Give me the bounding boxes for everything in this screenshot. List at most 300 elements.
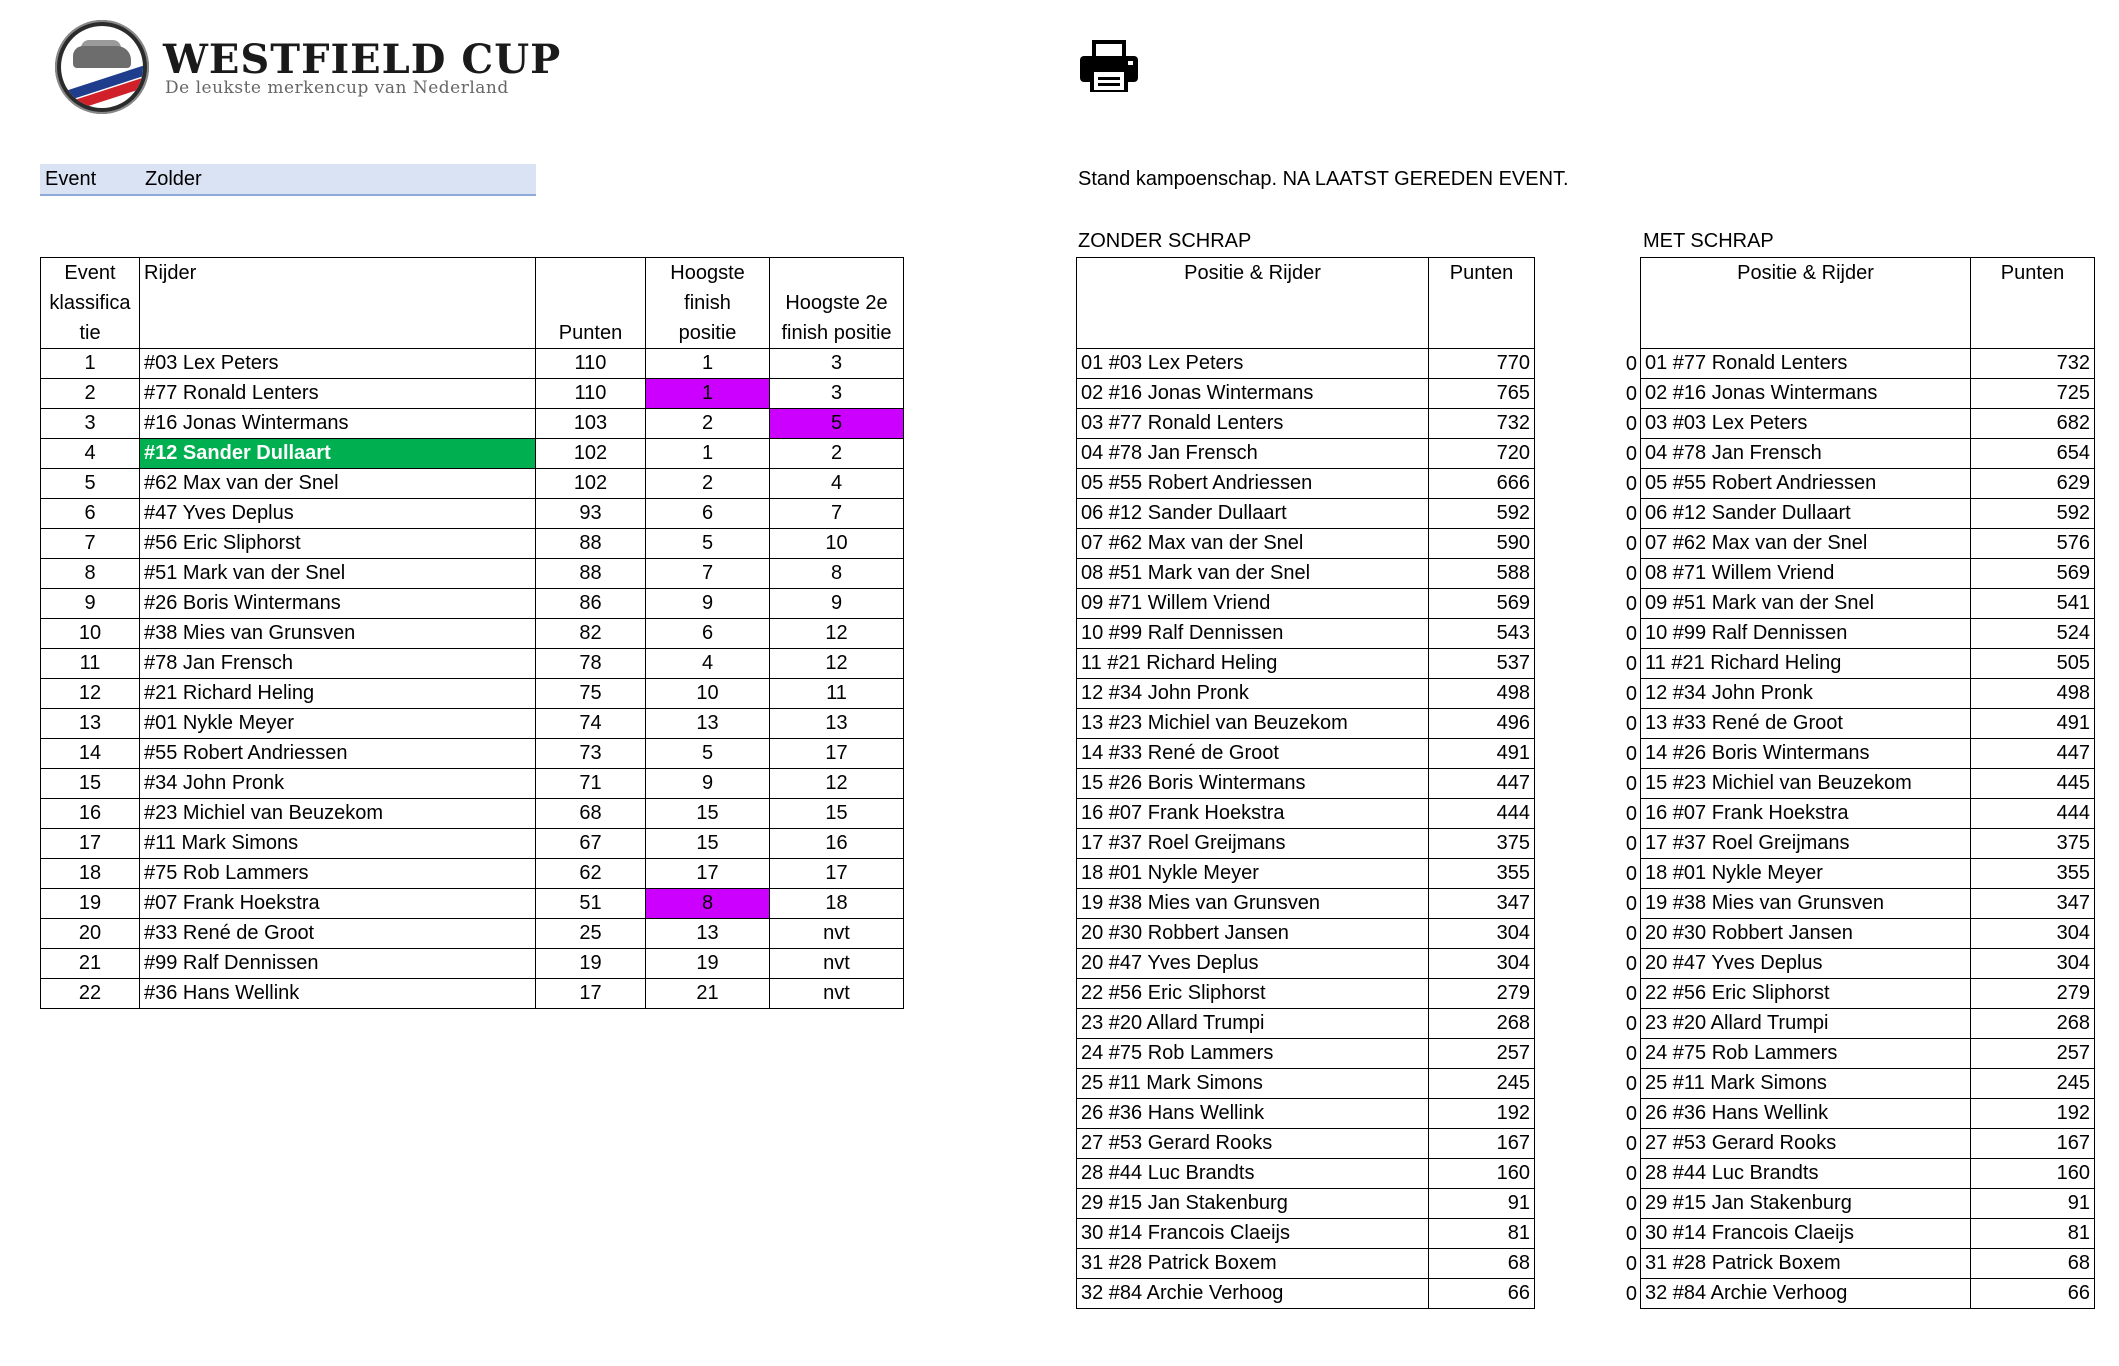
hoogste-cell: 9 — [646, 769, 770, 799]
punten-cell: 654 — [1971, 439, 2095, 469]
table-row — [41, 379, 904, 409]
table-row — [1641, 979, 2095, 1009]
table-row — [1077, 469, 1535, 499]
positie-rijder-cell: 12 #34 John Pronk — [1641, 679, 1971, 709]
punten-cell: 355 — [1971, 859, 2095, 889]
positie-rijder-cell: 06 #12 Sander Dullaart — [1077, 499, 1429, 529]
table-row — [1641, 1159, 2095, 1189]
punten-cell: 537 — [1429, 649, 1535, 679]
schrap-zero: 0 — [1625, 652, 1637, 675]
hoogste-2e-cell: 17 — [770, 739, 904, 769]
positie-rijder-cell: 01 #03 Lex Peters — [1077, 349, 1429, 379]
positie-rijder-cell: 19 #38 Mies van Grunsven — [1641, 889, 1971, 919]
hoogste-2e-cell: 16 — [770, 829, 904, 859]
schrap-zero: 0 — [1625, 1102, 1637, 1125]
positie-rijder-cell: 06 #12 Sander Dullaart — [1641, 499, 1971, 529]
hoogste-cell: 1 — [646, 439, 770, 469]
positie-rijder-cell: 20 #47 Yves Deplus — [1641, 949, 1971, 979]
positie-rijder-cell: 32 #84 Archie Verhoog — [1641, 1279, 1971, 1309]
punten-cell: 102 — [536, 469, 646, 499]
rijder-cell: #12 Sander Dullaart — [140, 439, 536, 469]
rijder-cell: #56 Eric Sliphorst — [140, 529, 536, 559]
positie-rijder-cell: 07 #62 Max van der Snel — [1641, 529, 1971, 559]
punten-cell: 666 — [1429, 469, 1535, 499]
rijder-cell: #55 Robert Andriessen — [140, 739, 536, 769]
table-row — [1641, 1039, 2095, 1069]
table-row — [1641, 439, 2095, 469]
hoogste-2e-cell: nvt — [770, 919, 904, 949]
hoogste-cell: 15 — [646, 799, 770, 829]
hoogste-2e-cell: 18 — [770, 889, 904, 919]
positie-rijder-cell: 22 #56 Eric Sliphorst — [1077, 979, 1429, 1009]
table-row — [1641, 799, 2095, 829]
punten-cell: 543 — [1429, 619, 1535, 649]
schrap-zero: 0 — [1625, 532, 1637, 555]
positie-rijder-cell: 13 #33 René de Groot — [1641, 709, 1971, 739]
schrap-zero: 0 — [1625, 1042, 1637, 1065]
position-cell: 8 — [41, 559, 140, 589]
table-row — [1641, 469, 2095, 499]
zonder-schrap-table — [1076, 257, 1535, 1309]
table-row — [41, 769, 904, 799]
punten-cell: 68 — [1971, 1249, 2095, 1279]
positie-rijder-cell: 26 #36 Hans Wellink — [1641, 1099, 1971, 1129]
positie-rijder-cell: 09 #51 Mark van der Snel — [1641, 589, 1971, 619]
punten-cell: 304 — [1429, 919, 1535, 949]
punten-cell: 93 — [536, 499, 646, 529]
positie-rijder-cell: 07 #62 Max van der Snel — [1077, 529, 1429, 559]
table-row — [1641, 1099, 2095, 1129]
punten-cell: 590 — [1429, 529, 1535, 559]
punten-cell: 245 — [1971, 1069, 2095, 1099]
punten-cell: 75 — [536, 679, 646, 709]
punten-cell: 167 — [1429, 1129, 1535, 1159]
event-value[interactable]: Zolder — [145, 168, 202, 190]
positie-rijder-cell: 31 #28 Patrick Boxem — [1641, 1249, 1971, 1279]
rijder-cell: #16 Jonas Wintermans — [140, 409, 536, 439]
hoogste-2e-cell: 17 — [770, 859, 904, 889]
position-cell: 12 — [41, 679, 140, 709]
schrap-zero: 0 — [1625, 952, 1637, 975]
positie-rijder-cell: 16 #07 Frank Hoekstra — [1641, 799, 1971, 829]
punten-cell: 588 — [1429, 559, 1535, 589]
hoogste-2e-cell: 8 — [770, 559, 904, 589]
positie-rijder-cell: 23 #20 Allard Trumpi — [1641, 1009, 1971, 1039]
positie-rijder-cell: 09 #71 Willem Vriend — [1077, 589, 1429, 619]
table-row — [41, 499, 904, 529]
positie-rijder-cell: 14 #33 René de Groot — [1077, 739, 1429, 769]
table-row — [1077, 679, 1535, 709]
punten-cell: 569 — [1971, 559, 2095, 589]
punten-cell: 257 — [1971, 1039, 2095, 1069]
rijder-cell: #03 Lex Peters — [140, 349, 536, 379]
table-row — [1077, 1039, 1535, 1069]
schrap-zero: 0 — [1625, 892, 1637, 915]
punten-cell: 629 — [1971, 469, 2095, 499]
positie-rijder-cell: 30 #14 Francois Claeijs — [1077, 1219, 1429, 1249]
positie-rijder-cell: 18 #01 Nykle Meyer — [1077, 859, 1429, 889]
punten-cell: 68 — [1429, 1249, 1535, 1279]
table-row — [1077, 1249, 1535, 1279]
table-row — [1641, 379, 2095, 409]
table-row — [1077, 709, 1535, 739]
hoogste-2e-cell: 10 — [770, 529, 904, 559]
logo-title: WESTFIELD CUP — [163, 36, 562, 83]
punten-cell: 160 — [1971, 1159, 2095, 1189]
schrap-zero: 0 — [1625, 1072, 1637, 1095]
hoogste-2e-cell: 5 — [770, 409, 904, 439]
hoogste-cell: 21 — [646, 979, 770, 1009]
punten-cell: 66 — [1429, 1279, 1535, 1309]
punten-cell: 447 — [1429, 769, 1535, 799]
table-row — [1641, 739, 2095, 769]
position-cell: 7 — [41, 529, 140, 559]
position-cell: 17 — [41, 829, 140, 859]
positie-rijder-cell: 04 #78 Jan Frensch — [1641, 439, 1971, 469]
schrap-zero: 0 — [1625, 592, 1637, 615]
header-hoogste: Hoogste finish positie — [646, 258, 770, 349]
punten-cell: 496 — [1429, 709, 1535, 739]
table-row — [1077, 919, 1535, 949]
position-cell: 11 — [41, 649, 140, 679]
punten-cell: 19 — [536, 949, 646, 979]
positie-rijder-cell: 13 #23 Michiel van Beuzekom — [1077, 709, 1429, 739]
punten-cell: 524 — [1971, 619, 2095, 649]
table-row — [1641, 949, 2095, 979]
table-row — [1641, 709, 2095, 739]
positie-rijder-cell: 27 #53 Gerard Rooks — [1077, 1129, 1429, 1159]
hoogste-cell: 5 — [646, 739, 770, 769]
hoogste-cell: 1 — [646, 379, 770, 409]
schrap-zero: 0 — [1625, 1192, 1637, 1215]
punten-cell: 81 — [1429, 1219, 1535, 1249]
punten-cell: 732 — [1971, 349, 2095, 379]
zonder-schrap-title: ZONDER SCHRAP — [1078, 230, 1252, 252]
hoogste-cell: 19 — [646, 949, 770, 979]
table-row — [1077, 949, 1535, 979]
positie-rijder-cell: 03 #77 Ronald Lenters — [1077, 409, 1429, 439]
hoogste-2e-cell: 12 — [770, 769, 904, 799]
hoogste-2e-cell: nvt — [770, 979, 904, 1009]
punten-cell: 569 — [1429, 589, 1535, 619]
table-row — [1077, 559, 1535, 589]
positie-rijder-cell: 11 #21 Richard Heling — [1641, 649, 1971, 679]
table-row — [1641, 919, 2095, 949]
table-row — [41, 409, 904, 439]
punten-cell: 498 — [1971, 679, 2095, 709]
schrap-zero: 0 — [1625, 802, 1637, 825]
hoogste-2e-cell: 3 — [770, 379, 904, 409]
schrap-zero: 0 — [1625, 982, 1637, 1005]
punten-cell: 68 — [536, 799, 646, 829]
punten-cell: 375 — [1971, 829, 2095, 859]
positie-rijder-cell: 15 #26 Boris Wintermans — [1077, 769, 1429, 799]
punten-cell: 732 — [1429, 409, 1535, 439]
positie-rijder-cell: 04 #78 Jan Frensch — [1077, 439, 1429, 469]
positie-rijder-cell: 28 #44 Luc Brandts — [1077, 1159, 1429, 1189]
position-cell: 9 — [41, 589, 140, 619]
positie-rijder-cell: 26 #36 Hans Wellink — [1077, 1099, 1429, 1129]
table-row — [41, 619, 904, 649]
table-row — [41, 889, 904, 919]
schrap-zero: 0 — [1625, 862, 1637, 885]
table-row — [1641, 349, 2095, 379]
position-cell: 14 — [41, 739, 140, 769]
positie-rijder-cell: 12 #34 John Pronk — [1077, 679, 1429, 709]
rijder-cell: #07 Frank Hoekstra — [140, 889, 536, 919]
punten-cell: 192 — [1971, 1099, 2095, 1129]
met-schrap-table — [1640, 257, 2095, 1309]
table-row — [1641, 649, 2095, 679]
schrap-zero: 0 — [1625, 502, 1637, 525]
positie-rijder-cell: 25 #11 Mark Simons — [1077, 1069, 1429, 1099]
hoogste-2e-cell: 15 — [770, 799, 904, 829]
hoogste-cell: 6 — [646, 619, 770, 649]
punten-cell: 541 — [1971, 589, 2095, 619]
header-klassificatie: Event klassifica tie — [41, 258, 140, 349]
table-row — [1641, 1189, 2095, 1219]
position-cell: 20 — [41, 919, 140, 949]
position-cell: 16 — [41, 799, 140, 829]
table-row — [1641, 559, 2095, 589]
rijder-cell: #01 Nykle Meyer — [140, 709, 536, 739]
punten-cell: 765 — [1429, 379, 1535, 409]
table-row — [1077, 889, 1535, 919]
schrap-zero: 0 — [1625, 382, 1637, 405]
printer-icon[interactable] — [1078, 38, 1140, 94]
position-cell: 6 — [41, 499, 140, 529]
schrap-zero: 0 — [1625, 1132, 1637, 1155]
positie-rijder-cell: 10 #99 Ralf Dennissen — [1077, 619, 1429, 649]
header-positie-rijder: Positie & Rijder — [1641, 258, 1971, 349]
positie-rijder-cell: 17 #37 Roel Greijmans — [1077, 829, 1429, 859]
schrap-zero: 0 — [1625, 742, 1637, 765]
table-row — [1077, 649, 1535, 679]
standings-heading: Stand kampoenschap. NA LAATST GEREDEN EVENT. — [1078, 168, 1569, 190]
table-row — [1077, 1099, 1535, 1129]
table-row — [1077, 829, 1535, 859]
position-cell: 1 — [41, 349, 140, 379]
punten-cell: 268 — [1971, 1009, 2095, 1039]
positie-rijder-cell: 23 #20 Allard Trumpi — [1077, 1009, 1429, 1039]
positie-rijder-cell: 20 #47 Yves Deplus — [1077, 949, 1429, 979]
schrap-zero: 0 — [1625, 562, 1637, 585]
positie-rijder-cell: 14 #26 Boris Wintermans — [1641, 739, 1971, 769]
punten-cell: 71 — [536, 769, 646, 799]
hoogste-2e-cell: nvt — [770, 949, 904, 979]
positie-rijder-cell: 22 #56 Eric Sliphorst — [1641, 979, 1971, 1009]
table-row — [1641, 859, 2095, 889]
punten-cell: 51 — [536, 889, 646, 919]
punten-cell: 491 — [1429, 739, 1535, 769]
positie-rijder-cell: 27 #53 Gerard Rooks — [1641, 1129, 1971, 1159]
schrap-zero: 0 — [1625, 1162, 1637, 1185]
header-punten: Punten — [536, 258, 646, 349]
position-cell: 19 — [41, 889, 140, 919]
table-row — [1641, 1279, 2095, 1309]
position-cell: 2 — [41, 379, 140, 409]
positie-rijder-cell: 31 #28 Patrick Boxem — [1077, 1249, 1429, 1279]
positie-rijder-cell: 15 #23 Michiel van Beuzekom — [1641, 769, 1971, 799]
positie-rijder-cell: 02 #16 Jonas Wintermans — [1641, 379, 1971, 409]
rijder-cell: #21 Richard Heling — [140, 679, 536, 709]
punten-cell: 304 — [1429, 949, 1535, 979]
hoogste-cell: 17 — [646, 859, 770, 889]
punten-cell: 447 — [1971, 739, 2095, 769]
positie-rijder-cell: 02 #16 Jonas Wintermans — [1077, 379, 1429, 409]
position-cell: 13 — [41, 709, 140, 739]
logo-subtitle: De leukste merkencup van Nederland — [165, 78, 509, 98]
table-row — [1077, 979, 1535, 1009]
punten-cell: 160 — [1429, 1159, 1535, 1189]
rijder-cell: #62 Max van der Snel — [140, 469, 536, 499]
punten-cell: 62 — [536, 859, 646, 889]
table-row — [1077, 589, 1535, 619]
punten-cell: 82 — [536, 619, 646, 649]
punten-cell: 268 — [1429, 1009, 1535, 1039]
hoogste-cell: 13 — [646, 919, 770, 949]
punten-cell: 86 — [536, 589, 646, 619]
rijder-cell: #38 Mies van Grunsven — [140, 619, 536, 649]
punten-cell: 67 — [536, 829, 646, 859]
punten-cell: 720 — [1429, 439, 1535, 469]
position-cell: 22 — [41, 979, 140, 1009]
table-row — [1641, 1129, 2095, 1159]
table-row — [1077, 769, 1535, 799]
table-row — [1641, 769, 2095, 799]
positie-rijder-cell: 17 #37 Roel Greijmans — [1641, 829, 1971, 859]
table-row — [41, 679, 904, 709]
punten-cell: 279 — [1971, 979, 2095, 1009]
table-row — [41, 559, 904, 589]
table-row — [41, 829, 904, 859]
rijder-cell: #78 Jan Frensch — [140, 649, 536, 679]
hoogste-cell: 1 — [646, 349, 770, 379]
hoogste-2e-cell: 12 — [770, 619, 904, 649]
event-label: Event — [45, 168, 97, 190]
met-schrap-title: MET SCHRAP — [1643, 230, 1774, 252]
table-row — [1641, 619, 2095, 649]
table-row — [1641, 589, 2095, 619]
positie-rijder-cell: 11 #21 Richard Heling — [1077, 649, 1429, 679]
hoogste-cell: 9 — [646, 589, 770, 619]
position-cell: 5 — [41, 469, 140, 499]
punten-cell: 103 — [536, 409, 646, 439]
hoogste-cell: 10 — [646, 679, 770, 709]
positie-rijder-cell: 28 #44 Luc Brandts — [1641, 1159, 1971, 1189]
rijder-cell: #36 Hans Wellink — [140, 979, 536, 1009]
punten-cell: 74 — [536, 709, 646, 739]
punten-cell: 257 — [1429, 1039, 1535, 1069]
hoogste-cell: 5 — [646, 529, 770, 559]
punten-cell: 444 — [1971, 799, 2095, 829]
punten-cell: 592 — [1429, 499, 1535, 529]
punten-cell: 375 — [1429, 829, 1535, 859]
schrap-zero: 0 — [1625, 772, 1637, 795]
punten-cell: 770 — [1429, 349, 1535, 379]
rijder-cell: #33 René de Groot — [140, 919, 536, 949]
table-row — [1077, 739, 1535, 769]
table-row — [1077, 349, 1535, 379]
punten-cell: 102 — [536, 439, 646, 469]
punten-cell: 167 — [1971, 1129, 2095, 1159]
table-row — [1077, 1159, 1535, 1189]
positie-rijder-cell: 29 #15 Jan Stakenburg — [1641, 1189, 1971, 1219]
hoogste-cell: 2 — [646, 469, 770, 499]
rijder-cell: #47 Yves Deplus — [140, 499, 536, 529]
table-row — [1077, 499, 1535, 529]
table-row — [1641, 1219, 2095, 1249]
positie-rijder-cell: 05 #55 Robert Andriessen — [1641, 469, 1971, 499]
punten-cell: 245 — [1429, 1069, 1535, 1099]
positie-rijder-cell: 19 #38 Mies van Grunsven — [1077, 889, 1429, 919]
table-row — [41, 589, 904, 619]
table-row — [1641, 499, 2095, 529]
header-rijder: Rijder — [140, 258, 536, 349]
punten-cell: 192 — [1429, 1099, 1535, 1129]
punten-cell: 25 — [536, 919, 646, 949]
schrap-zero: 0 — [1625, 922, 1637, 945]
punten-cell: 110 — [536, 379, 646, 409]
rijder-cell: #34 John Pronk — [140, 769, 536, 799]
table-row — [1641, 1249, 2095, 1279]
schrap-zero: 0 — [1625, 442, 1637, 465]
table-row — [1077, 1189, 1535, 1219]
table-row — [41, 529, 904, 559]
hoogste-2e-cell: 4 — [770, 469, 904, 499]
table-row — [41, 439, 904, 469]
table-row — [1077, 619, 1535, 649]
schrap-zero-column — [1615, 349, 1637, 1309]
rijder-cell: #23 Michiel van Beuzekom — [140, 799, 536, 829]
hoogste-2e-cell: 12 — [770, 649, 904, 679]
schrap-zero: 0 — [1625, 832, 1637, 855]
punten-cell: 304 — [1971, 949, 2095, 979]
punten-cell: 355 — [1429, 859, 1535, 889]
punten-cell: 17 — [536, 979, 646, 1009]
positie-rijder-cell: 25 #11 Mark Simons — [1641, 1069, 1971, 1099]
schrap-zero: 0 — [1625, 1222, 1637, 1245]
schrap-zero: 0 — [1625, 1282, 1637, 1305]
position-cell: 10 — [41, 619, 140, 649]
hoogste-2e-cell: 7 — [770, 499, 904, 529]
punten-cell: 444 — [1429, 799, 1535, 829]
table-row — [41, 469, 904, 499]
table-row — [1077, 1069, 1535, 1099]
punten-cell: 88 — [536, 559, 646, 589]
positie-rijder-cell: 01 #77 Ronald Lenters — [1641, 349, 1971, 379]
table-row — [41, 739, 904, 769]
positie-rijder-cell: 24 #75 Rob Lammers — [1077, 1039, 1429, 1069]
schrap-zero: 0 — [1625, 412, 1637, 435]
position-cell: 15 — [41, 769, 140, 799]
positie-rijder-cell: 20 #30 Robbert Jansen — [1641, 919, 1971, 949]
schrap-zero: 0 — [1625, 712, 1637, 735]
punten-cell: 91 — [1971, 1189, 2095, 1219]
hoogste-2e-cell: 3 — [770, 349, 904, 379]
punten-cell: 66 — [1971, 1279, 2095, 1309]
table-row — [1641, 829, 2095, 859]
table-row — [1077, 799, 1535, 829]
punten-cell: 347 — [1971, 889, 2095, 919]
punten-cell: 498 — [1429, 679, 1535, 709]
table-row — [1641, 889, 2095, 919]
schrap-zero: 0 — [1625, 682, 1637, 705]
table-row — [1641, 1009, 2095, 1039]
punten-cell: 304 — [1971, 919, 2095, 949]
punten-cell: 81 — [1971, 1219, 2095, 1249]
punten-cell: 78 — [536, 649, 646, 679]
